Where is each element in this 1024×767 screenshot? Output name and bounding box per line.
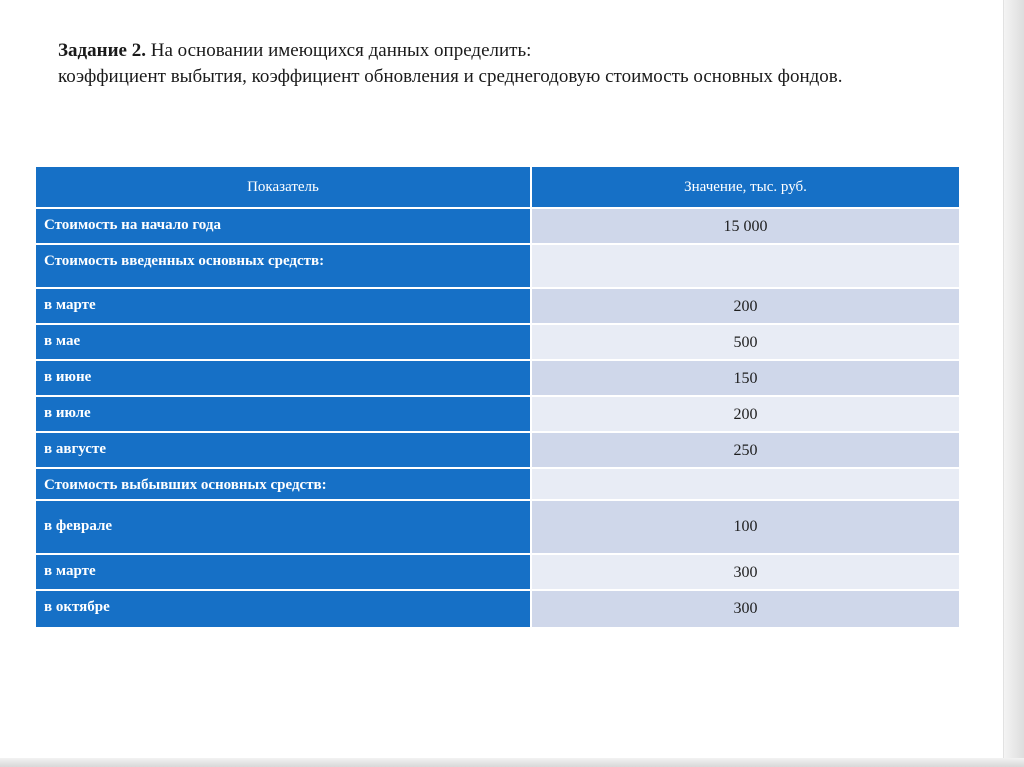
row-value: 150 bbox=[531, 360, 960, 396]
row-value: 200 bbox=[531, 288, 960, 324]
slide-edge-bottom bbox=[0, 758, 1024, 767]
table-header-row bbox=[35, 166, 960, 208]
row-label: Стоимость на начало года bbox=[35, 208, 531, 244]
row-label: в июле bbox=[35, 396, 531, 432]
row-label: в августе bbox=[35, 432, 531, 468]
header-indicator: Показатель bbox=[35, 166, 531, 208]
table-row bbox=[35, 590, 960, 628]
row-value: 500 bbox=[531, 324, 960, 360]
row-label: Стоимость введенных основных средств: bbox=[35, 244, 531, 288]
table-row bbox=[35, 468, 960, 500]
row-label: в марте bbox=[35, 554, 531, 590]
fixed-assets-table bbox=[34, 165, 961, 629]
row-value: 300 bbox=[531, 590, 960, 628]
table-row bbox=[35, 208, 960, 244]
row-value: 200 bbox=[531, 396, 960, 432]
task-body: коэффициент выбытия, коэффициент обновления и среднегодовую стоимость основных фондов. bbox=[58, 66, 843, 87]
header-value: Значение, тыс. руб. bbox=[531, 166, 960, 208]
slide-edge-right bbox=[1003, 0, 1024, 767]
row-value: 15 000 bbox=[531, 208, 960, 244]
table-row bbox=[35, 360, 960, 396]
table-row bbox=[35, 554, 960, 590]
task-intro: На основании имеющихся данных определить: bbox=[145, 40, 532, 61]
task-lead: Задание 2. bbox=[58, 40, 146, 61]
table-row bbox=[35, 288, 960, 324]
row-label: в июне bbox=[35, 360, 531, 396]
table-row bbox=[35, 500, 960, 554]
table-row bbox=[35, 324, 960, 360]
row-label: в марте bbox=[35, 288, 531, 324]
row-value bbox=[531, 244, 960, 288]
row-value: 250 bbox=[531, 432, 960, 468]
row-value: 300 bbox=[531, 554, 960, 590]
row-label: в октябре bbox=[35, 590, 531, 628]
table-row bbox=[35, 432, 960, 468]
table-row bbox=[35, 396, 960, 432]
row-label: в мае bbox=[35, 324, 531, 360]
row-value: 100 bbox=[531, 500, 960, 554]
row-value bbox=[531, 468, 960, 500]
row-label: в феврале bbox=[35, 500, 531, 554]
task-first-line bbox=[58, 38, 964, 64]
task-statement bbox=[58, 38, 964, 90]
row-label: Стоимость выбывших основных средств: bbox=[35, 468, 531, 500]
table-row bbox=[35, 244, 960, 288]
